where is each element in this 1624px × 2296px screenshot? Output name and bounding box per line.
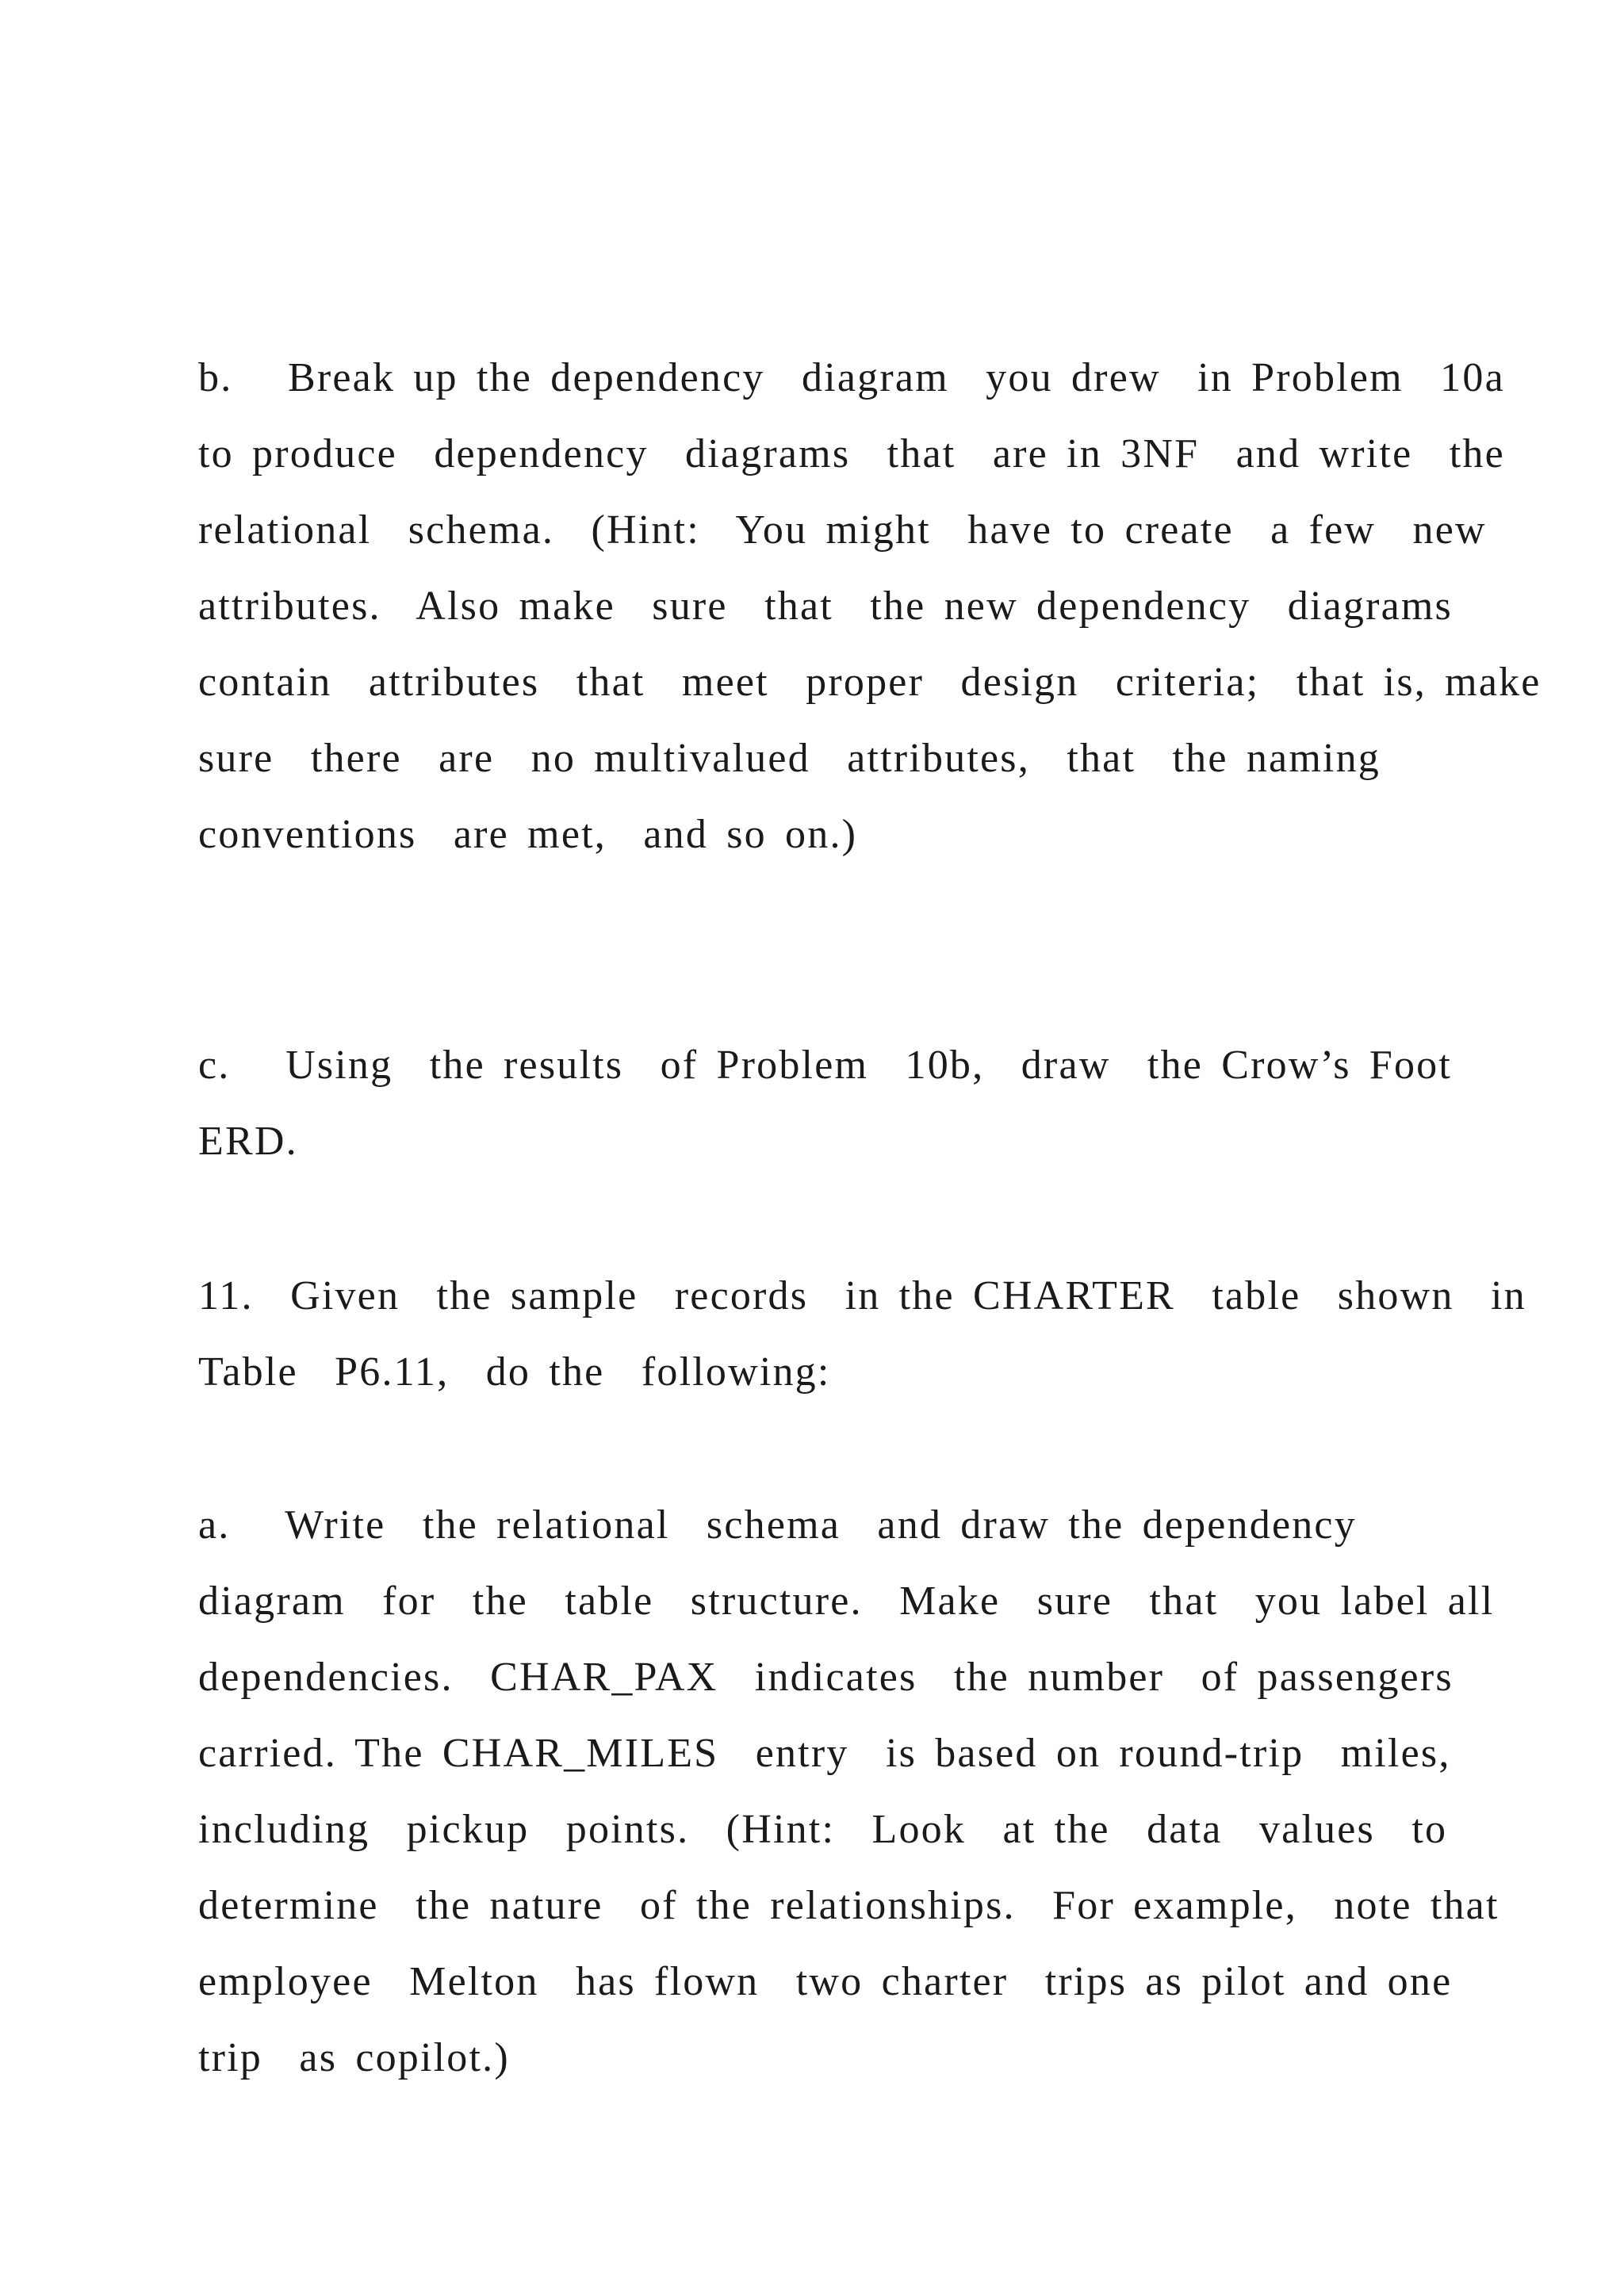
paragraph-b-line-3: relational schema. (Hint: You might have to create a few new — [198, 507, 1487, 553]
paragraph-a-line-7: employee Melton has flown two charter trips as pilot and one — [198, 1959, 1453, 2004]
paragraph-a-line-6: determine the nature of the relationships. For example, note that — [198, 1883, 1500, 1928]
problem-11-line-2: Table P6.11, do the following: — [198, 1349, 831, 1395]
paragraph-c-line-2: ERD. — [198, 1119, 298, 1164]
paragraph-a-line-1: a. Write the relational schema and draw the dependency — [198, 1502, 1357, 1548]
paragraph-b-line-7: conventions are met, and so on.) — [198, 812, 858, 857]
paragraph-b-line-2: to produce dependency diagrams that are in 3NF and write the — [198, 431, 1505, 476]
paragraph-a-line-3: dependencies. CHAR_PAX indicates the number of passengers — [198, 1655, 1454, 1700]
paragraph-b-line-6: sure there are no multivalued attributes, that the naming — [198, 736, 1381, 781]
paragraph-a-line-2: diagram for the table structure. Make sure that you label all — [198, 1578, 1495, 1624]
paragraph-a-line-8: trip as copilot.) — [198, 2035, 510, 2080]
problem-11-line-1: 11. Given the sample records in the CHARTER table shown in — [198, 1273, 1526, 1318]
paragraph-b-line-5: contain attributes that meet proper design criteria; that is, make — [198, 660, 1542, 705]
paragraph-b-line-1: b. Break up the dependency diagram you drew in Problem 10a — [198, 355, 1505, 400]
paragraph-a-line-4: carried. The CHAR_MILES entry is based on round-trip miles, — [198, 1731, 1451, 1776]
paragraph-c-line-1: c. Using the results of Problem 10b, draw the Crow’s Foot — [198, 1043, 1453, 1088]
paragraph-b-line-4: attributes. Also make sure that the new dependency diagrams — [198, 584, 1453, 629]
paragraph-a-line-5: including pickup points. (Hint: Look at the data values to — [198, 1807, 1448, 1852]
